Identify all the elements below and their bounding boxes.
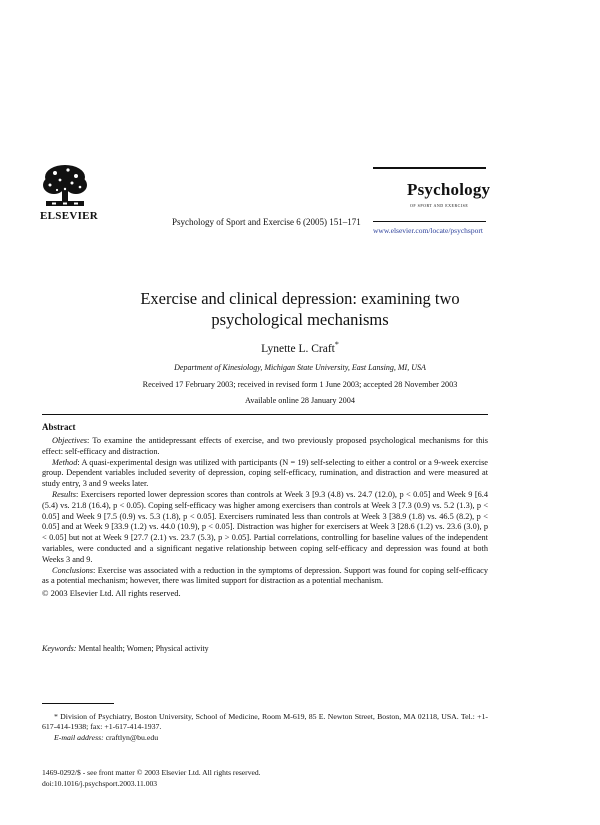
results-label: Results xyxy=(52,489,76,499)
abstract-rule xyxy=(42,414,488,415)
author-footnote-mark[interactable]: * xyxy=(334,340,339,349)
abstract-method xyxy=(42,458,488,490)
conclusions-label: Conclusions xyxy=(52,565,94,575)
objectives-text: : To examine the antidepressant effects of exercise, and two previously proposed psychological mechanisms for this effect: self-efficacy and distraction. xyxy=(42,436,488,456)
abstract-objectives xyxy=(42,436,488,458)
elsevier-tree-logo xyxy=(40,163,90,208)
received-dates: Received 17 February 2003; received in revised form 1 June 2003; accepted 28 November 2003 xyxy=(142,380,458,389)
footnote-rule xyxy=(42,703,114,704)
footnote-address-text: Division of Psychiatry, Boston University, School of Medicine, Room M-619, 85 E. Newton Street, Boston, MA 02118, USA. Tel.: +1-617-414-1938; fax: +1-617-414-1937. xyxy=(42,712,488,732)
article-title-line-2: psychological mechanisms xyxy=(211,310,389,329)
article-title-line-1: Exercise and clinical depression: examining two xyxy=(140,289,460,308)
masthead-rule-top xyxy=(373,167,486,169)
email-label: E-mail address: xyxy=(54,732,104,742)
method-label: Method xyxy=(52,457,78,467)
online-date: Available online 28 January 2004 xyxy=(245,396,355,405)
footnote-email xyxy=(42,733,488,743)
objectives-label: Objectives xyxy=(52,436,88,445)
issn-line: 1469-0292/$ - see front matter © 2003 Elsevier Ltd. All rights reserved. xyxy=(42,768,261,777)
author-name: Lynette L. Craft xyxy=(261,342,335,355)
author-line xyxy=(0,340,600,355)
abstract-results xyxy=(42,490,488,566)
footnote-mark: * xyxy=(54,712,58,721)
article-title xyxy=(60,288,540,330)
journal-url-link[interactable]: www.elsevier.com/locate/psychsport xyxy=(373,226,483,235)
author-footnote xyxy=(42,712,488,743)
keywords-text: Mental health; Women; Physical activity xyxy=(76,644,209,653)
abstract-heading: Abstract xyxy=(42,422,76,432)
masthead-rule-bottom xyxy=(373,221,486,222)
journal-brand-subtitle: OF SPORT AND EXERCISE xyxy=(410,203,469,208)
results-text: : Exercisers reported lower depression scores than controls at Week 3 [9.3 (4.8) vs. 24.7 (12.0), p < 0.05] and Week 9 [6.4 (5.4) vs. 21.8 (16.4), p < 0.05). Coping self-efficacy was higher among exercisers than controls at Week 3 [7.3 (0.9) vs. 5.2 (1.3), p < 0.05] and Week 9 [7.5 (0.9) vs. 5.3 (1.8), p < 0.05]. Exercisers ruminated less than controls at Week 3 [38.9 (1.8) vs. 46.5 (8.2), p < 0.05] and at Week 9 [33.9 (1.2) vs. 44.0 (10.9), p < 0.05]. Distraction was higher for exercisers at Week 3 [28.6 (1.2) vs. 23.6 (3.0), p < 0.05] but not at Week 9 [27.7 (2.1) vs. 23.7 (5.3), p > 0.05]. Partial correlations, controlling for baseline values of the independent variables, were conducted and a significant negative relationship between coping self-efficacy and depression was found at both Weeks 3 and 9. xyxy=(42,489,488,564)
doi-link[interactable]: doi:10.1016/j.psychsport.2003.11.003 xyxy=(42,779,158,788)
author-affiliation: Department of Kinesiology, Michigan State University, East Lansing, MI, USA xyxy=(174,363,426,372)
abstract-body xyxy=(42,436,488,599)
keywords xyxy=(42,644,488,653)
journal-citation: Psychology of Sport and Exercise 6 (2005) 151–171 xyxy=(172,217,361,227)
abstract-copyright: © 2003 Elsevier Ltd. All rights reserved. xyxy=(42,588,181,599)
publisher-name: ELSEVIER xyxy=(40,210,99,222)
keywords-label: Keywords: xyxy=(42,644,77,653)
email-address[interactable]: craftlyn@bu.edu xyxy=(103,732,159,742)
footnote-address xyxy=(42,712,488,733)
journal-brand: Psychology xyxy=(407,180,491,199)
method-text: : A quasi-experimental design was utilized with participants (N = 19) self-selecting to either a control or a 9-week exercise group. Dependent variables included severity of depression, coping self-efficacy, rumination, and distraction and were measured at study entry, 3 and 9 weeks later. xyxy=(42,457,488,489)
conclusions-text: : Exercise was associated with a reduction in the symptoms of depression. Support was found for coping self-efficacy as a potential mechanism; however, there was limited support for distraction as a potential mechanism. xyxy=(42,565,488,586)
abstract-conclusions xyxy=(42,566,488,588)
